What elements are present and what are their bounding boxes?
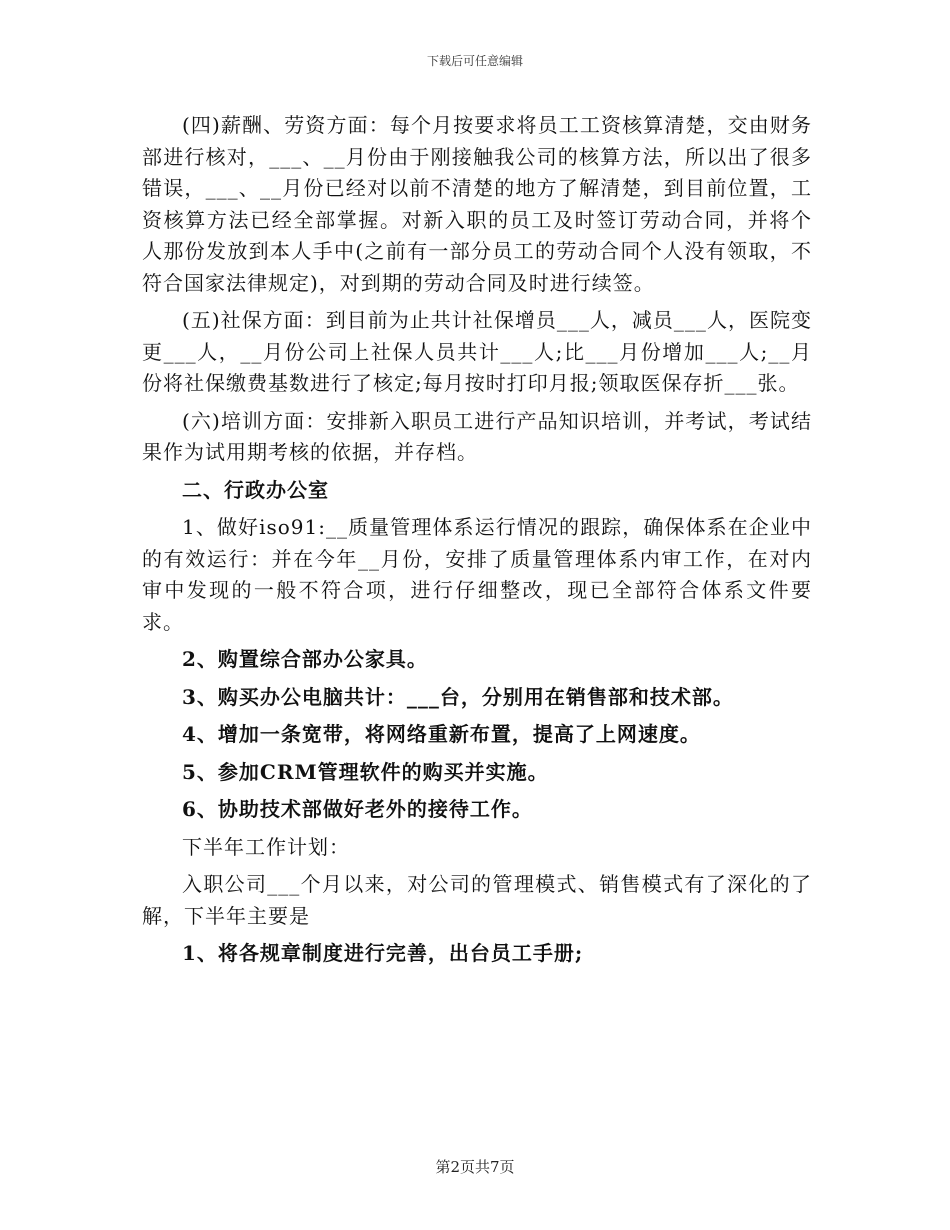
document-body [142,110,812,976]
paragraph-iso: 1、做好iso91:__质量管理体系运行情况的跟踪，确保体系在企业中的有效运行：并在今年__月份，安排了质量管理体系内审工作，在对内审中发现的一般不符合项，进行仔细整改，现已全部符合体系文件要求。 [142,515,812,634]
paragraph-plan-intro: 入职公司___个月以来，对公司的管理模式、销售模式有了深化的了解，下半年主要是 [142,872,812,928]
list-item-furniture: 2、购置综合部办公家具。 [182,647,428,671]
page-header: 下载后可任意编辑 [426,54,523,68]
plan-item-1: 1、将各规章制度进行完善，出台员工手册; [182,941,584,965]
paragraph-social-security: (五)社保方面：到目前为止共计社保增员___人，减员___人，医院变更___人，__月份公司上社保人员共计___人;比___月份增加___人;__月份将社保缴费基数进行了核定;每月按时打印月报;领取医保存折___张。 [142,308,812,395]
page-footer: 第2页共7页 [435,1158,515,1176]
plan-title: 下半年工作计划： [182,834,350,859]
list-item-broadband: 4、增加一条宽带，将网络重新布置，提高了上网速度。 [182,722,701,746]
paragraph-training: (六)培训方面：安排新入职员工进行产品知识培训，并考试，考试结果作为试用期考核的依据，并存档。 [142,408,812,464]
section-heading-admin-office: 二、行政办公室 [182,477,329,502]
list-item-crm: 5、参加CRM管理软件的购买并实施。 [182,759,549,784]
list-item-reception: 6、协助技术部做好老外的接待工作。 [182,797,533,821]
paragraph-compensation: (四)薪酬、劳资方面：每个月按要求将员工工资核算清楚，交由财务部进行核对，___、__月份由于刚接触我公司的核算方法，所以出了很多错误，___、__月份已经对以前不清楚的地方了解清楚，到目前位置，工资核算方法已经全部掌握。对新入职的员工及时签订劳动合同，并将个人那份发放到本人手中(之前有一部分员工的劳动合同个人没有领取，不符合国家法律规定)，对到期的劳动合同及时进行续签。 [142,113,812,295]
list-item-computers: 3、购买办公电脑共计：___台，分别用在销售部和技术部。 [182,684,734,709]
